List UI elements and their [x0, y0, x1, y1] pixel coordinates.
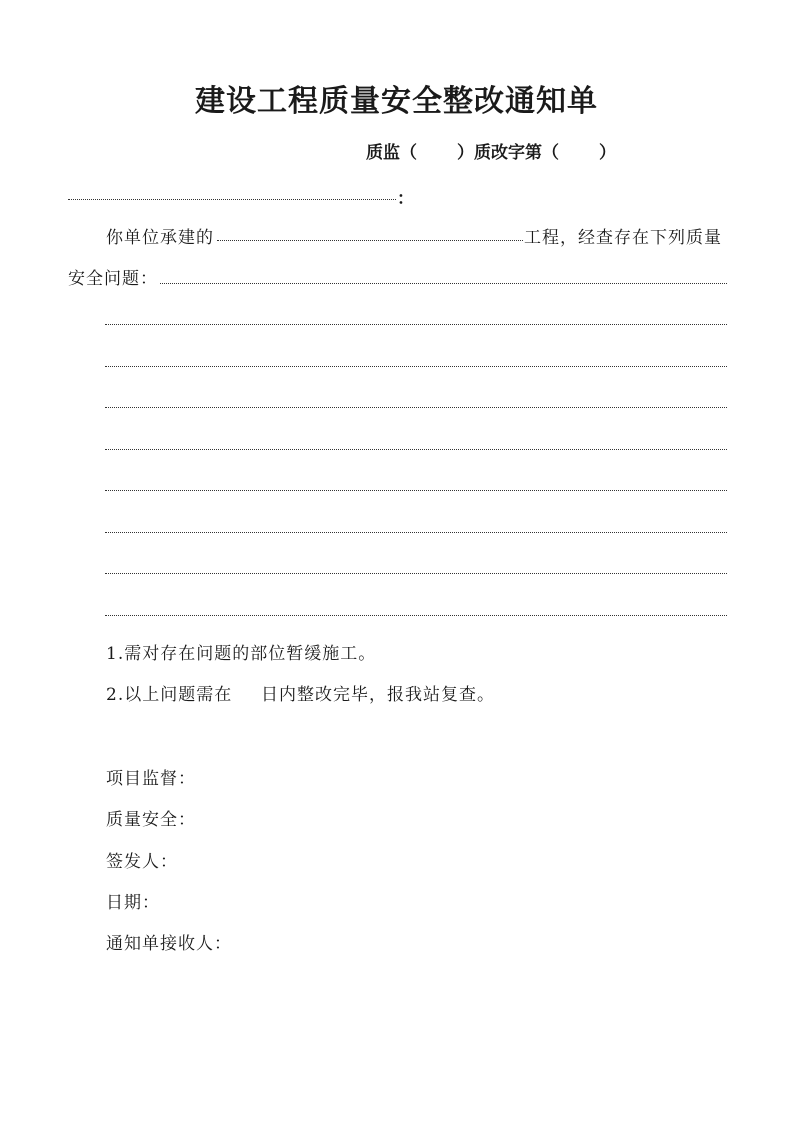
- doc-number-suffix: ）: [599, 143, 616, 163]
- page-title: 建设工程质量安全整改通知单: [195, 84, 598, 119]
- signature-supervisor-label: 项目监督：: [106, 769, 196, 789]
- issue-line[interactable]: [105, 324, 727, 325]
- issue-line[interactable]: [105, 573, 727, 574]
- days-blank[interactable]: [231, 680, 259, 702]
- issue-line[interactable]: [105, 407, 727, 408]
- signature-date-label: 日期：: [106, 893, 160, 913]
- issue-line[interactable]: [105, 615, 727, 616]
- issue-line[interactable]: [105, 449, 727, 450]
- issue-line[interactable]: [105, 532, 727, 533]
- requirement-item-2-end: 日内整改完毕，报我站复查。: [261, 685, 495, 705]
- doc-number-middle: ）质改字第（: [457, 143, 559, 163]
- requirement-item-2-start: 2.以上问题需在: [106, 685, 233, 705]
- project-name-line[interactable]: [217, 240, 523, 241]
- intro-text-end: 工程，经查存在下列质量: [524, 228, 722, 248]
- signature-quality-safety-label: 质量安全：: [106, 810, 196, 830]
- issues-label: 安全问题：: [68, 269, 158, 289]
- signature-issuer-label: 签发人：: [106, 852, 178, 872]
- addressee-line[interactable]: [68, 199, 396, 200]
- intro-text-start: 你单位承建的: [106, 228, 214, 248]
- document-number: [366, 138, 616, 163]
- issue-line[interactable]: [160, 283, 727, 284]
- doc-number-prefix: 质监（: [366, 143, 417, 163]
- issue-line[interactable]: [105, 490, 727, 491]
- addressee-colon: ：: [397, 189, 415, 209]
- requirement-item-1: 1.需对存在问题的部位暂缓施工。: [106, 644, 377, 664]
- signature-receiver-label: 通知单接收人：: [106, 934, 232, 954]
- issue-line[interactable]: [105, 366, 727, 367]
